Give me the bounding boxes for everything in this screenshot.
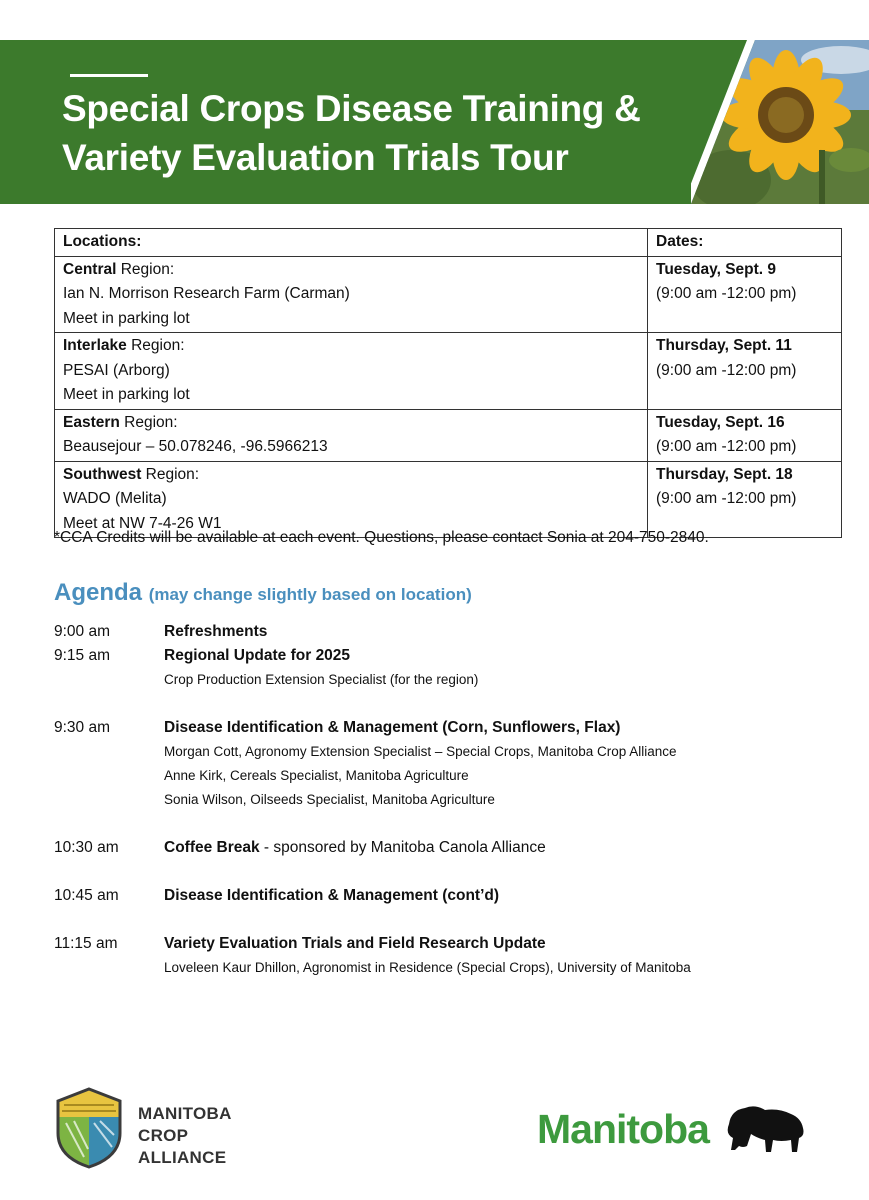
- title-line-2: Variety Evaluation Trials Tour: [62, 137, 569, 178]
- agenda-item: [54, 620, 834, 644]
- sunflower-photo: [691, 40, 869, 204]
- title-line-1: Special Crops Disease Training &: [62, 88, 641, 129]
- event-date: Thursday, Sept. 11: [656, 337, 792, 354]
- meeting-point: Meet at NW 7-4-26 W1: [63, 514, 222, 532]
- title-rule: [70, 74, 148, 77]
- location-cell: [55, 409, 648, 461]
- region-name: Eastern: [63, 413, 120, 431]
- mca-line-2: CROP: [138, 1126, 189, 1145]
- mca-wordmark: [138, 1103, 232, 1169]
- locations-header: Locations:: [55, 229, 648, 257]
- date-cell: [648, 409, 842, 461]
- agenda-time: 9:00 am: [54, 623, 111, 640]
- agenda-time: 11:15 am: [54, 935, 118, 952]
- location-name: WADO (Melita): [63, 490, 167, 507]
- agenda-item-title: Disease Identification & Management (Corn, Sunflowers, Flax): [164, 719, 621, 736]
- agenda-item-title: Regional Update for 2025: [164, 647, 351, 664]
- region-label: Region:: [116, 260, 175, 278]
- crop-alliance-shield-icon: [54, 1087, 124, 1169]
- location-cell: [55, 461, 648, 538]
- table-row: [55, 461, 842, 538]
- agenda-item-title: Variety Evaluation Trials and Field Research Update: [164, 935, 546, 952]
- region-label: Region:: [141, 465, 200, 483]
- event-time: (9:00 am -12:00 pm): [656, 361, 797, 379]
- agenda-speaker: Loveleen Kaur Dhillon, Agronomist in Residence (Special Crops), University of Manitoba: [164, 960, 691, 975]
- agenda-item: [54, 884, 834, 908]
- manitoba-crop-alliance-logo: [54, 1087, 294, 1169]
- region-name: Interlake: [63, 337, 127, 354]
- agenda-time: 10:45 am: [54, 887, 119, 904]
- cca-note: *CCA Credits will be available at each event. Questions, please contact Sonia at 204-750-2840.: [54, 529, 709, 546]
- agenda-item-title: [164, 836, 834, 860]
- table-row: [55, 409, 842, 461]
- location-name: Ian N. Morrison Research Farm (Carman): [63, 285, 350, 302]
- table-row: [55, 256, 842, 333]
- date-cell: [648, 333, 842, 410]
- agenda-speaker: Crop Production Extension Specialist (for the region): [164, 672, 479, 687]
- region-name: Southwest: [63, 465, 142, 483]
- table-header-row: [55, 229, 842, 257]
- bison-icon: [721, 1102, 807, 1156]
- region-name: Central: [63, 260, 117, 278]
- agenda-time: 10:30 am: [54, 839, 119, 856]
- table-row: [55, 333, 842, 410]
- coffee-break-label: Coffee Break: [164, 839, 260, 856]
- sponsor-text: - sponsored by Manitoba Canola Alliance: [259, 839, 546, 856]
- location-cell: [55, 333, 648, 410]
- region-label: Region:: [119, 413, 178, 431]
- mca-line-3: ALLIANCE: [138, 1148, 227, 1167]
- date-cell: [648, 256, 842, 333]
- event-time: (9:00 am -12:00 pm): [656, 285, 797, 302]
- agenda-item: [54, 932, 834, 980]
- agenda-item: [54, 644, 834, 692]
- agenda-subtitle: (may change slightly based on location): [148, 585, 472, 604]
- agenda-time: 9:30 am: [54, 719, 111, 736]
- region-label: Region:: [126, 337, 185, 354]
- locations-table: [54, 228, 842, 538]
- event-time: (9:00 am -12:00 pm): [656, 438, 797, 455]
- event-time: (9:00 am -12:00 pm): [656, 490, 797, 507]
- event-date: Tuesday, Sept. 9: [656, 260, 777, 278]
- agenda-speaker: Sonia Wilson, Oilseeds Specialist, Manitoba Agriculture: [164, 792, 495, 807]
- location-name: PESAI (Arborg): [63, 361, 170, 379]
- page-title: [62, 84, 702, 182]
- agenda-item: [54, 836, 834, 860]
- agenda-time: 9:15 am: [54, 647, 111, 664]
- meeting-point: Meet in parking lot: [63, 309, 190, 327]
- event-date-rest: , Sept. 16: [716, 413, 785, 431]
- header-banner: [0, 40, 869, 204]
- agenda-speaker: Morgan Cott, Agronomy Extension Specialist – Special Crops, Manitoba Crop Alliance: [164, 744, 677, 759]
- agenda-item-title: Refreshments: [164, 623, 268, 640]
- location-cell: [55, 256, 648, 333]
- agenda-title: Agenda: [54, 579, 143, 606]
- agenda-heading: [54, 579, 472, 607]
- event-date: Thursday, Sept. 18: [656, 465, 793, 483]
- meeting-point: Meet in parking lot: [63, 386, 190, 403]
- agenda-item-title: Disease Identification & Management (cont’d): [164, 887, 500, 904]
- date-cell: [648, 461, 842, 538]
- dates-header: Dates:: [648, 229, 842, 257]
- location-name: Beausejour – 50.078246, -96.5966213: [63, 438, 328, 455]
- manitoba-government-logo: [537, 1100, 807, 1160]
- manitoba-wordmark: Manitoba: [537, 1106, 709, 1152]
- agenda-list: [54, 620, 834, 980]
- mca-line-1: MANITOBA: [138, 1104, 232, 1123]
- event-date: Tuesday: [656, 413, 717, 431]
- agenda-item: [54, 716, 834, 812]
- agenda-speaker: Anne Kirk, Cereals Specialist, Manitoba Agriculture: [164, 768, 469, 783]
